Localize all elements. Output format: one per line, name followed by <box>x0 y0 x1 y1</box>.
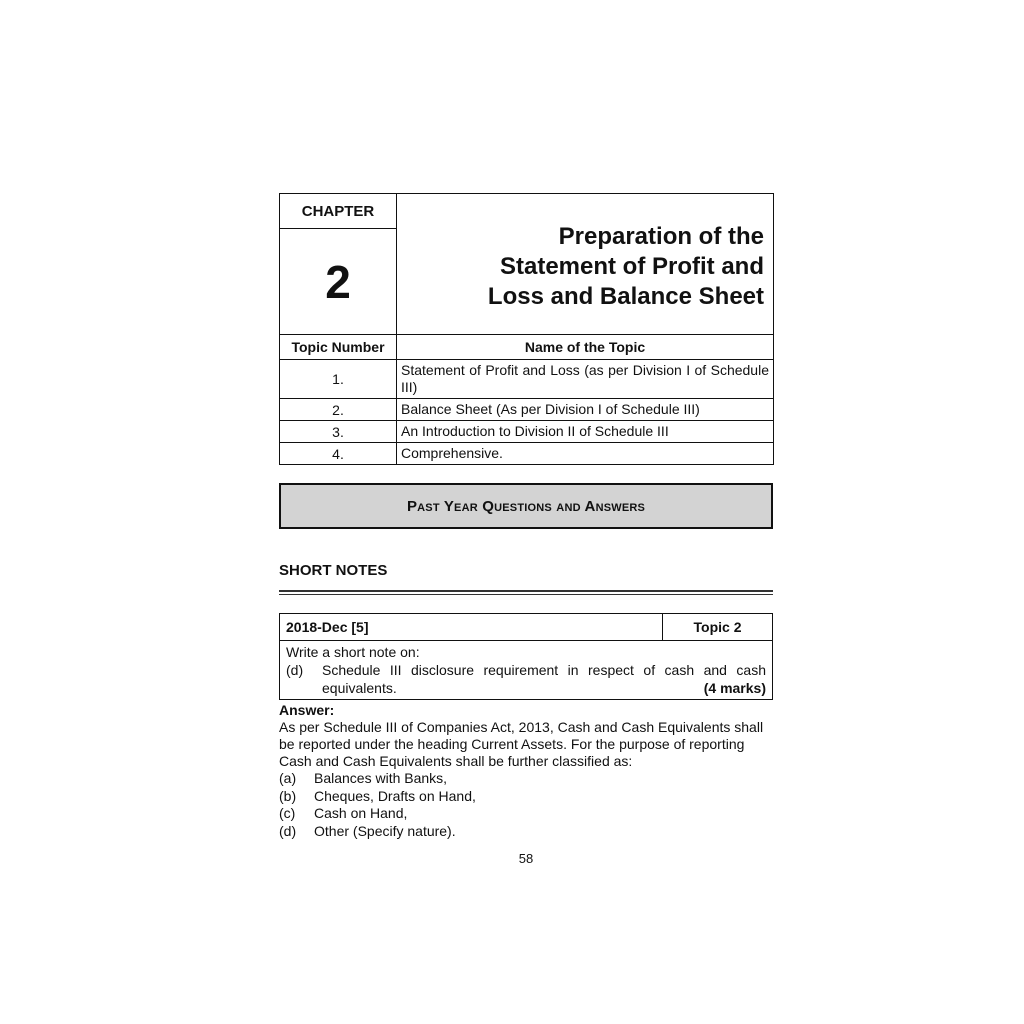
section-divider-thin <box>279 594 773 595</box>
chapter-title <box>397 194 774 335</box>
answer-item <box>279 770 773 788</box>
chapter-title-line: Statement of Profit and <box>499 253 764 280</box>
topic-row <box>280 360 774 399</box>
topic-name-header: Name of the Topic <box>397 335 774 360</box>
topic-number: 4. <box>280 443 397 465</box>
page-number: 58 <box>518 851 534 866</box>
question-box <box>279 613 773 700</box>
answer-item-text: Cheques, Drafts on Hand, <box>314 787 476 804</box>
document-page <box>279 193 773 840</box>
chapter-title-line: Preparation of the <box>558 223 764 250</box>
topic-row <box>280 421 774 443</box>
chapter-title-line: Loss and Balance Sheet <box>487 283 764 310</box>
topic-name: Balance Sheet (As per Division I of Schedule III) <box>397 399 774 421</box>
chapter-label: CHAPTER <box>280 194 397 229</box>
question-paper: 2018-Dec [5] <box>280 614 663 641</box>
answer-item-label: (a) <box>279 770 297 786</box>
topic-number: 2. <box>280 399 397 421</box>
answer-label: Answer: <box>279 702 335 718</box>
question-item <box>286 661 766 697</box>
question-item-text: Schedule III disclosure requirement in respect of cash and cash equivalents. <box>322 662 766 696</box>
answer-item-text: Cash on Hand, <box>314 805 408 821</box>
section-heading: SHORT NOTES <box>279 562 388 579</box>
answer-item-text: Other (Specify nature). <box>314 822 456 839</box>
topic-name: Statement of Profit and Loss (as per Division I of Schedule III) <box>397 360 774 399</box>
topic-name: An Introduction to Division II of Schedule III <box>397 421 774 443</box>
topic-name: Comprehensive. <box>397 443 774 465</box>
topic-row <box>280 443 774 465</box>
question-marks: (4 marks) <box>703 680 766 696</box>
answer-item-label: (b) <box>279 787 297 804</box>
question-item-label: (d) <box>286 662 304 678</box>
past-year-banner-text: Past Year Questions and Answers <box>406 497 646 515</box>
answer-item-label: (d) <box>279 822 297 839</box>
chapter-number: 2 <box>280 229 397 335</box>
topic-number-header: Topic Number <box>280 335 397 360</box>
answer-item <box>279 823 773 841</box>
question-topic: Topic 2 <box>663 614 773 641</box>
question-body <box>280 641 773 700</box>
section-divider <box>279 590 773 592</box>
answer-item-text: Balances with Banks, <box>314 770 448 786</box>
answer-item <box>279 805 773 823</box>
question-intro: Write a short note on: <box>286 644 420 660</box>
answer-item-label: (c) <box>279 805 296 821</box>
topic-row <box>280 399 774 421</box>
chapter-header-table <box>279 193 774 465</box>
answer-item <box>279 788 773 806</box>
answer-text: As per Schedule III of Companies Act, 2013, Cash and Cash Equivalents shall be reported under the heading Current Assets. For the purpose of reporting Cash and Cash Equivalents shall be further classified as: <box>279 719 764 769</box>
past-year-banner <box>279 483 773 529</box>
question-item-content <box>322 661 766 697</box>
topic-number: 3. <box>280 421 397 443</box>
topic-number: 1. <box>280 360 397 399</box>
